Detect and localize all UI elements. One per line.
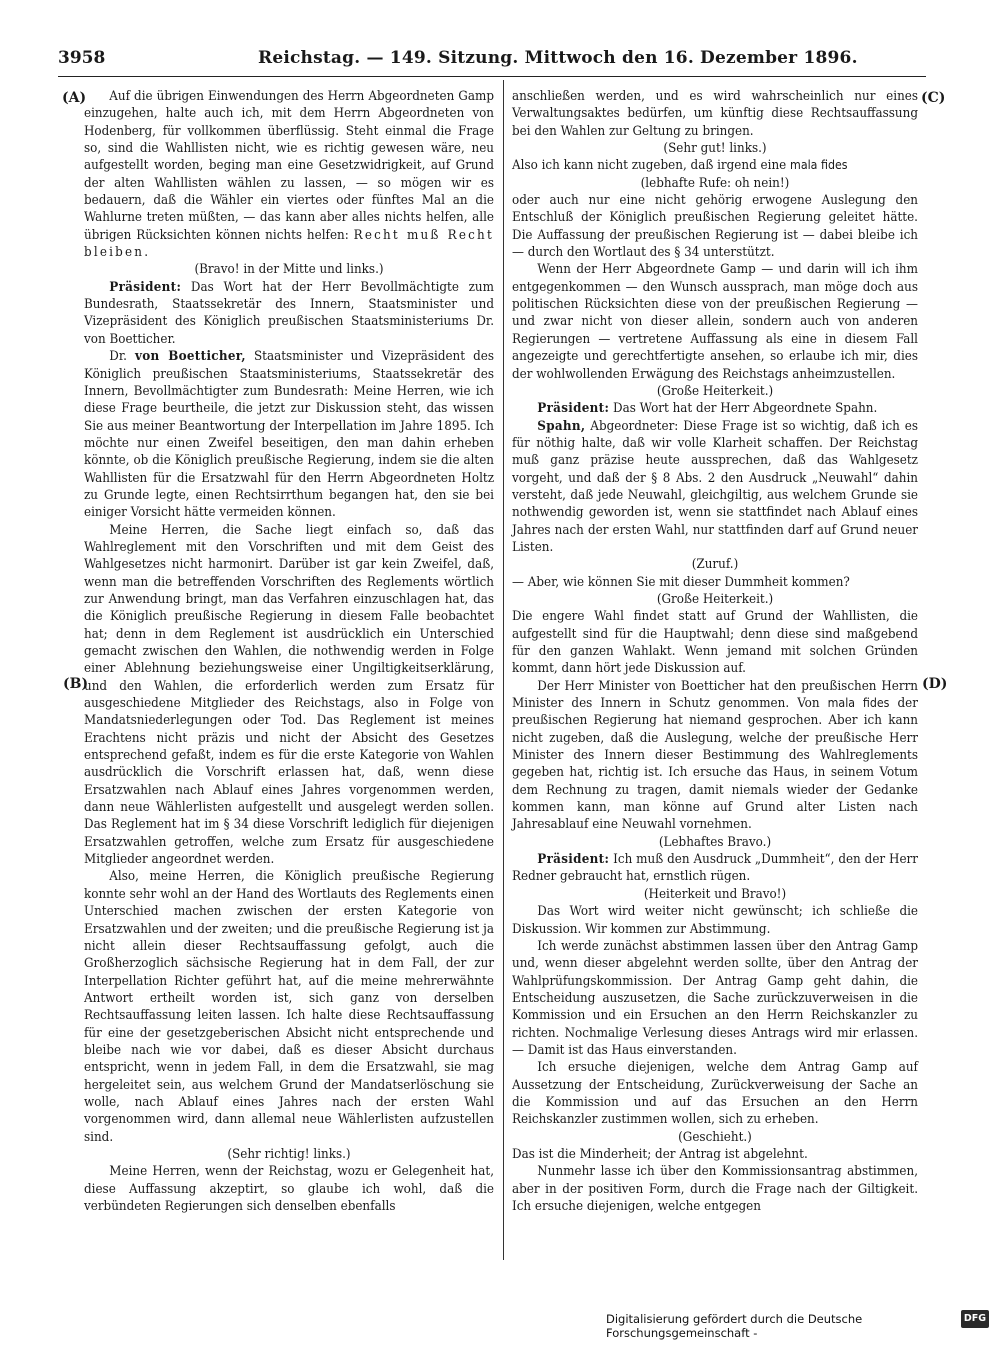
paragraph [84, 88, 494, 261]
speech-president [512, 851, 918, 886]
paragraph: Meine Herren, wenn der Reichstag, wozu er Gelegenheit hat, diese Auffassung akzeptirt, so glaube ich wohl, daß die verbündeten Regierungen sich denselben ebenfalls [84, 1164, 494, 1214]
speech-president [512, 400, 918, 417]
paragraph: Meine Herren, die Sache liegt einfach so, daß das Wahlreglement mit den Vorschriften und mit dem Geist des Wahlgesetzes nicht harmonirt. Darüber ist gar kein Zweifel, daß, wenn man die betreffenden Vorschriften des Reglements wörtlich zur Anwendung bringt, man das Verfahren einzuschlagen hat, das die Königlich preußische Regierung in diesem Falle beobachtet hat; denn in dem Reglement ist ausdrücklich ein Unterschied gemacht zwischen den Wahlen, die nothwendig werden in Folge einer Ablehnung beziehungsweise einer Ungiltigkeitserklärung, und den Wahlen, die erforderlich werden zum Ersatz für ausgeschiedene Mitglieder des Reichstags, also in Folge von Mandatsniederlegungen oder Tod. Das Reglement ist meines Erachtens nicht präzis und nicht der Absicht des Gesetzes entsprechend gefaßt, indem es für die erste Kategorie von Wahlen ausdrücklich die Vorschrift erlassen hat, daß, wenn diese Ersatzwahlen nach Ablauf eines Jahres vorgenommen werden, dann neue Wählerlisten aufgestellt und ausgelegt werden sollen. Das Reglement hat im § 34 diese Vorschrift lediglich für diejenigen Ersatzwahlen getroffen, welche zum Ersatz für ausgeschiedene Mitglieder angeordnet werden. [84, 522, 494, 868]
margin-marker-d: (D) [922, 676, 948, 692]
margin-marker-c: (C) [921, 90, 946, 106]
speaker-name: Präsident: [537, 852, 610, 868]
paragraph: — Aber, wie können Sie mit dieser Dummheit kommen? [512, 574, 850, 590]
right-column [512, 88, 918, 1215]
reaction: (Heiterkeit und Bravo!) [643, 886, 787, 902]
speech-boetticher [84, 348, 494, 521]
speech-text: Das Wort hat der Herr Bevollmächtigte zum Bundesrath, Staatssekretär des Innern, Staatsminister und Vizepräsident des Königlich preußischen Staatsministeriums Dr. von Boetticher. [84, 279, 494, 347]
paragraph: Ich ersuche diejenigen, welche dem Antrag Gamp auf Aussetzung der Entscheidung, Zurückverweisung der Sache an die Kommission und auf das Ersuchen an den Herrn Reichskanzler zustimmen wollen, sich zu erheben. [512, 1060, 918, 1128]
paragraph: Ich werde zunächst abstimmen lassen über den Antrag Gamp und, wenn dieser abgelehnt werden sollte, über den Antrag der Wahlprüfungskommission. Der Antrag Gamp geht dahin, die Entscheidung auszusetzen, die Sache zurückzuverweisen in die Kommission und ein Ersuchen an den Herrn Reichskanzler zu richten. Nochmalige Verlesung dieses Antrags wird mir erlassen. — Damit ist das Haus einverstanden. [512, 938, 918, 1058]
digitization-credit: Digitalisierung gefördert durch die Deutsche Forschungsgemeinschaft - [606, 1312, 863, 1340]
header-rule [58, 76, 926, 77]
paragraph: oder auch nur eine nicht gehörig erwogene Auslegung den Entschluß der Königlich preußischen Regierung geleitet hätte. Die Auffassung der preußischen Regierung ist — dabei bleibe ich — durch den Wortlaut des § 34 unterstützt. [512, 193, 918, 261]
reaction: (Zuruf.) [691, 557, 739, 573]
reaction: (Bravo! in der Mitte und links.) [194, 262, 384, 278]
paragraph [512, 678, 918, 834]
reaction: (Sehr gut! links.) [663, 141, 767, 157]
left-column [84, 88, 494, 1215]
emphasis-text: Recht muß Recht bleiben. [84, 227, 494, 261]
speech-text: Abgeordneter: Diese Frage ist so wichtig, daß ich es für nöthig halte, daß wir volle Klarheit schaffen. Der Reichstag muß ganz präzise heute aussprechen, daß das Wahlgesetz vorgeht, und daß der § 8 Abs. 2 den Ausdruck „Neuwahl“ dahin versteht, daß jede Neuwahl, gleichgiltig, aus welchem Grunde sie nothwendig geworden ist, wenn sie stattfindet nach Ablauf eines Jahres nach der ersten Wahl, nur stattfinden darf auf Grund neuer Listen. [512, 418, 918, 555]
speech-text: Das Wort hat der Herr Abgeordnete Spahn. [613, 401, 878, 417]
latin-phrase: mala fides [790, 158, 848, 173]
dfg-logo: DFG [961, 1310, 989, 1328]
speech-text: Ich muß den Ausdruck „Dummheit“, den der Herr Redner gebraucht hat, ernstlich rügen. [512, 852, 918, 885]
paragraph: anschließen werden, und es wird wahrscheinlich nur eines Verwaltungsaktes bedürfen, um künftig diese Rechtsauffassung bei den Wahlen zur Geltung zu bringen. [512, 89, 918, 139]
speaker-name: von Boetticher, [134, 349, 246, 365]
page-header [58, 48, 928, 72]
paragraph: Die engere Wahl findet statt auf Grund der Wahllisten, die aufgestellt sind für die Hauptwahl; denn diese sind maßgebend für den ganzen Wahlakt. Wenn jemand mit solchen Gründen kommt, dann hört jede Diskussion auf. [512, 609, 918, 677]
margin-marker-b: (B) [63, 676, 89, 692]
speech-text: Staatsminister und Vizepräsident des Königlich preußischen Staatsministeriums, Staatssekretär des Innern, Bevollmächtigter zum Bundesrath: Meine Herren, wie ich diese Frage beurtheile, die jetzt zur Diskussion steht, das wissen Sie aus meiner Beantwortung der Interpellation im Jahre 1895. Ich möchte nur einen Zweifel beseitigen, den man dahin erheben könnte, ob die Königlich preußische Regierung, indem sie die alten Wahllisten für die Ersatzwahl für den Herrn Abgeordneten Holtz zu Grunde legte, einen Rechtsirrthum begangen hat, den sie bei einiger Vorsicht hätte vermeiden können. [84, 349, 494, 521]
paragraph: Wenn der Herr Abgeordnete Gamp — und darin will ich ihm entgegenkommen — den Wunsch aussprach, man möge doch aus politischen Rücksichten diese von der preußischen Regierung — und zwar nicht von dieser allein, sondern auch von anderen Regierungen — vertretene Auffassung als eine in diesem Fall angezeigte und gerechtfertigte ansehen, so erlaube ich mir, dies der wohlwollenden Erwägung des Reichstags anheimzustellen. [512, 262, 918, 382]
speech-president [84, 279, 494, 348]
reaction: (Lebhaftes Bravo.) [658, 834, 772, 850]
page-number: 3958 [58, 48, 106, 68]
reaction: (Geschieht.) [678, 1129, 752, 1145]
speaker-name: Spahn, [537, 418, 586, 434]
reaction: (Sehr richtig! links.) [227, 1146, 351, 1162]
reaction: (lebhafte Rufe: oh nein!) [640, 175, 790, 191]
reaction: (Große Heiterkeit.) [656, 383, 774, 399]
speech-spahn [512, 418, 918, 557]
speaker-name: Präsident: [537, 401, 610, 417]
paragraph: Das ist die Minderheit; der Antrag ist abgelehnt. [512, 1146, 808, 1162]
column-divider [503, 80, 504, 1260]
speaker-title: Dr. [109, 349, 127, 365]
paragraph: Nunmehr lasse ich über den Kommissionsantrag abstimmen, aber in der positiven Form, durch die Frage nach der Giltigkeit. Ich ersuche diejenigen, welche entgegen [512, 1164, 918, 1214]
latin-phrase: mala fides [827, 696, 890, 711]
paragraph-text: Der Herr Minister von Boetticher hat den preußischen Herrn Minister des Innern in Schutz genommen. Von [512, 678, 918, 712]
paragraph: Also, meine Herren, die Königlich preußische Regierung konnte sehr wohl an der Hand des Wortlauts des Reglements einen Unterschied machen zwischen der ersten Kategorie von Ersatzwahlen und der zweiten; und die preußische Regierung ist ja nicht allein dieser Rechtsauffassung gefolgt, auch die Großherzoglich sächsische Regierung hat in dem Fall, der zur Interpellation Richter geführt hat, auf die meine mehrerwähnte Antwort ertheilt worden ist, sich ganz von derselben Rechtsauffassung leiten lassen. Ich halte diese Rechtsauffassung für eine der gesetzgeberischen Absicht nicht entsprechende und bleibe nach wie vor dabei, daß es dieser Absicht durchaus entspricht, wenn in jedem Fall, in dem die Ersatzwahl, sie mag hergeleitet sein, aus welchem Grund der Mandatserlöschung sie wolle, nach Ablauf eines Jahres nach der ersten Wahl vorgenommen wird, dann allemal neue Wählerlisten aufzustellen sind. [84, 869, 494, 1145]
running-head: Reichstag. — 149. Sitzung. Mittwoch den 16. Dezember 1896. [258, 48, 858, 68]
paragraph: Das Wort wird weiter nicht gewünscht; ich schließe die Diskussion. Wir kommen zur Abstimmung. [512, 904, 918, 937]
paragraph-text: Auf die übrigen Einwendungen des Herrn Abgeordneten Gamp einzugehen, halte auch ich, mit dem Herrn Abgeordneten von Hodenberg, für vollkommen überflüssig. Steht einmal die Frage so, sind die Wahllisten nicht, wie es richtig gewesen wäre, neu aufgestellt worden, beging man eine Gesetzwidrigkeit, auf Grund der alten Wahllisten wählen zu lassen, — so mögen wir es bedauern, daß die Wähler ein viertes oder fünftes Mal an die Wahlurne treten müßten, — das kann aber alles nichts helfen, alle übrigen Rücksichten können nichts helfen: [84, 89, 494, 243]
paragraph-text: Also ich kann nicht zugeben, daß irgend eine [512, 158, 787, 174]
margin-marker-a: (A) [62, 90, 87, 106]
paragraph [512, 157, 918, 174]
speaker-name: Präsident: [109, 279, 182, 295]
paragraph-text: der preußischen Regierung hat niemand gesprochen. Aber ich kann nicht zugeben, daß die Auslegung, welche der preußische Herr Minister des Innern dieser Bestimmung des Wahlreglements gegeben hat, richtig ist. Ich ersuche das Haus, in seinem Votum dem Rechnung zu tragen, damit niemals wieder der Gedanke kommen kann, man könne auf Grund alter Listen nach Jahresablauf eine Neuwahl vornehmen. [512, 696, 918, 833]
reaction: (Große Heiterkeit.) [656, 591, 774, 607]
